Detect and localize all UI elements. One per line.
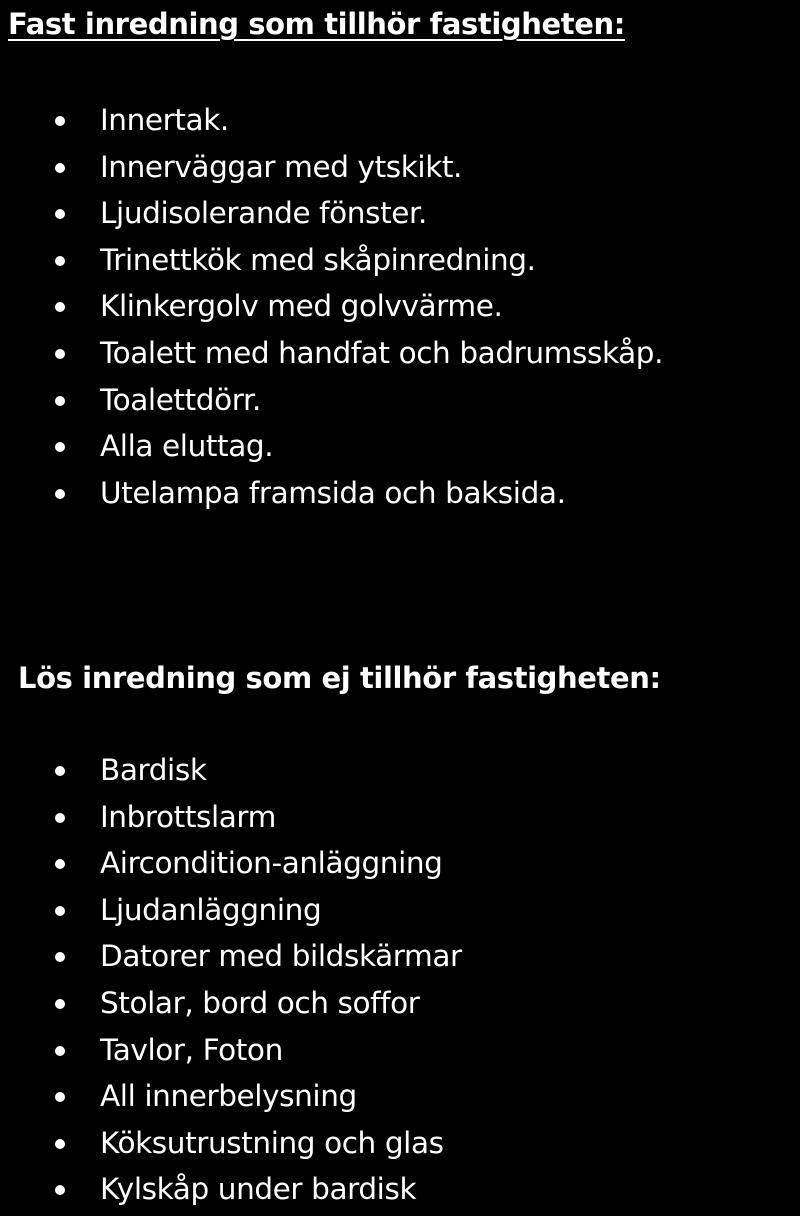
list-item-text: All innerbelysning — [100, 1079, 357, 1114]
list-item-text: Klinkergolv med golvvärme. — [100, 289, 503, 324]
list-item-text: Toalettdörr. — [100, 382, 261, 417]
bullet-icon — [55, 396, 65, 406]
list-item-text: Trinettkök med skåpinredning. — [100, 242, 536, 277]
bullet-icon — [55, 349, 65, 359]
list-item-text: Ljudisolerande fönster. — [100, 196, 427, 231]
list-item-text: Ljudanläggning — [100, 892, 322, 927]
bullet-icon — [55, 489, 65, 499]
fixed-fixtures-heading: Fast inredning som tillhör fastigheten: — [8, 7, 625, 41]
list-item-text: Kylskåp under bardisk — [100, 1172, 417, 1207]
bullet-icon — [55, 1185, 65, 1195]
bullet-icon — [55, 906, 65, 916]
bullet-icon — [55, 163, 65, 173]
list-item-text: Innertak. — [100, 103, 229, 137]
list-item-text: Stolar, bord och soffor — [100, 985, 420, 1020]
list-item-text: Toalett med handfat och badrumsskåp. — [100, 335, 664, 370]
list-item-text: Köksutrustning och glas — [100, 1125, 444, 1160]
list-item-text: Innerväggar med ytskikt. — [100, 149, 463, 184]
list-item-text: Tavlor, Foton — [100, 1032, 283, 1067]
bullet-icon — [55, 116, 65, 126]
bullet-icon — [55, 1139, 65, 1149]
list-item-text: Datorer med bildskärmar — [100, 939, 462, 974]
list-item-text: Aircondition-anläggning — [100, 846, 443, 881]
bullet-icon — [55, 1092, 65, 1102]
list-item-text: Utelampa framsida och baksida. — [100, 475, 566, 510]
bullet-icon — [55, 302, 65, 312]
bullet-icon — [55, 952, 65, 962]
bullet-icon — [55, 999, 65, 1009]
list-item-text: Inbrottslarm — [100, 799, 276, 834]
bullet-icon — [55, 209, 65, 219]
bullet-icon — [55, 256, 65, 266]
bullet-icon — [55, 442, 65, 452]
bullet-icon — [55, 766, 65, 776]
bullet-icon — [55, 813, 65, 823]
list-item-text: Alla eluttag. — [100, 429, 274, 464]
bullet-icon — [55, 1046, 65, 1056]
list-item-text: Bardisk — [100, 753, 207, 787]
bullet-icon — [55, 859, 65, 869]
loose-furnishings-heading: Lös inredning som ej tillhör fastigheten: — [18, 661, 661, 695]
